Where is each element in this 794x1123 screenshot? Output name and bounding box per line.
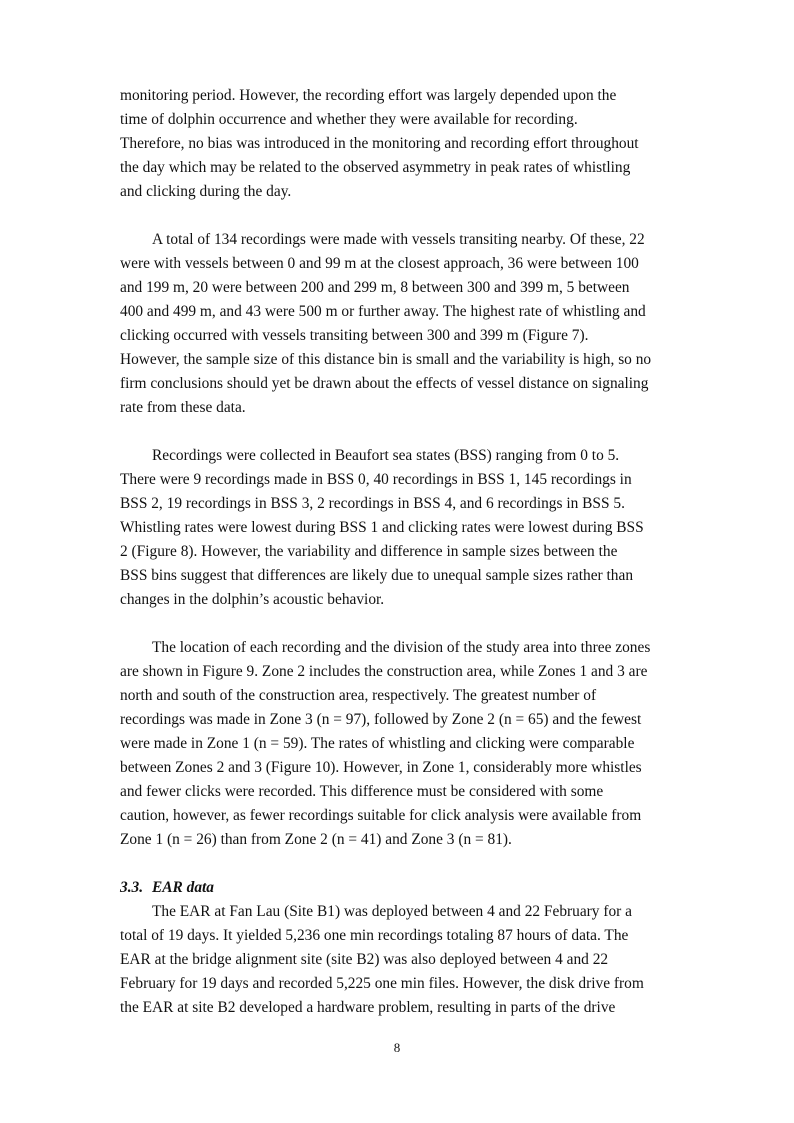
text-line: are shown in Figure 9. Zone 2 includes the construction area, while Zones 1 and 3 are (120, 663, 648, 680)
paragraph-gap (120, 852, 680, 876)
text-line: 2 (Figure 8). However, the variability and difference in sample sizes between the (120, 543, 618, 560)
text-line-content: The location of each recording and the division of the study area into three zones (152, 639, 651, 656)
text-line: were made in Zone 1 (n = 59). The rates of whistling and clicking were comparable (120, 735, 635, 752)
section-title: EAR data (152, 879, 215, 896)
text-line: firm conclusions should yet be drawn about the effects of vessel distance on signaling (120, 375, 649, 392)
paragraph-ear-data (120, 900, 680, 1020)
text-line: Whistling rates were lowest during BSS 1 and clicking rates were lowest during BSS (120, 519, 644, 536)
text-line: February for 19 days and recorded 5,225 one min files. However, the disk drive from (120, 975, 644, 992)
text-line: clicking occurred with vessels transiting between 300 and 399 m (Figure 7). (120, 327, 589, 344)
text-line: were with vessels between 0 and 99 m at the closest approach, 36 were between 100 (120, 255, 639, 272)
text-line: Therefore, no bias was introduced in the monitoring and recording effort throughout (120, 135, 639, 152)
paragraph-vessel-distance (120, 228, 680, 420)
text-line-content: Recordings were collected in Beaufort sea states (BSS) ranging from 0 to 5. (152, 447, 620, 464)
text-line-content: A total of 134 recordings were made with vessels transiting nearby. Of these, 22 (152, 231, 645, 248)
paragraph-gap (120, 612, 680, 636)
paragraph-sea-state (120, 444, 680, 612)
paragraph-gap (120, 420, 680, 444)
paragraph-gap (120, 204, 680, 228)
text-line (120, 636, 680, 660)
text-line: recordings was made in Zone 3 (n = 97), followed by Zone 2 (n = 65) and the fewest (120, 711, 642, 728)
text-line: north and south of the construction area, respectively. The greatest number of (120, 687, 597, 704)
text-line: rate from these data. (120, 399, 246, 416)
text-line: time of dolphin occurrence and whether they were available for recording. (120, 111, 578, 128)
text-line: EAR at the bridge alignment site (site B2) was also deployed between 4 and 22 (120, 951, 609, 968)
text-line: and 199 m, 20 were between 200 and 299 m, 8 between 300 and 399 m, 5 between (120, 279, 630, 296)
text-line: changes in the dolphin’s acoustic behavior. (120, 591, 385, 608)
text-line: caution, however, as fewer recordings suitable for click analysis were available from (120, 807, 642, 824)
text-line: However, the sample size of this distance bin is small and the variability is high, so no (120, 351, 652, 368)
page-number: 8 (393, 1040, 401, 1055)
text-line: the day which may be related to the observed asymmetry in peak rates of whistling (120, 159, 631, 176)
text-line: and fewer clicks were recorded. This difference must be considered with some (120, 783, 604, 800)
text-line: total of 19 days. It yielded 5,236 one min recordings totaling 87 hours of data. The (120, 927, 629, 944)
text-line: 400 and 499 m, and 43 were 500 m or further away. The highest rate of whistling and (120, 303, 646, 320)
text-line: the EAR at site B2 developed a hardware problem, resulting in parts of the drive (120, 999, 616, 1016)
document-page (120, 84, 680, 1020)
text-line-content: The EAR at Fan Lau (Site B1) was deployed between 4 and 22 February for a (152, 903, 632, 920)
section-number: 3.3. (120, 879, 144, 896)
text-line: between Zones 2 and 3 (Figure 10). However, in Zone 1, considerably more whistles (120, 759, 642, 776)
text-line (120, 444, 680, 468)
text-line: and clicking during the day. (120, 183, 292, 200)
text-line: Zone 1 (n = 26) than from Zone 2 (n = 41) and Zone 3 (n = 81). (120, 831, 512, 848)
text-line: BSS bins suggest that differences are likely due to unequal sample sizes rather than (120, 567, 634, 584)
text-line (120, 228, 680, 252)
paragraph-monitoring-effort (120, 84, 680, 204)
text-line: BSS 2, 19 recordings in BSS 3, 2 recordings in BSS 4, and 6 recordings in BSS 5. (120, 495, 625, 512)
text-line (120, 900, 680, 924)
paragraph-zones (120, 636, 680, 852)
text-line: monitoring period. However, the recording effort was largely depended upon the (120, 87, 617, 104)
text-line: There were 9 recordings made in BSS 0, 40 recordings in BSS 1, 145 recordings in (120, 471, 632, 488)
section-heading (120, 876, 680, 900)
